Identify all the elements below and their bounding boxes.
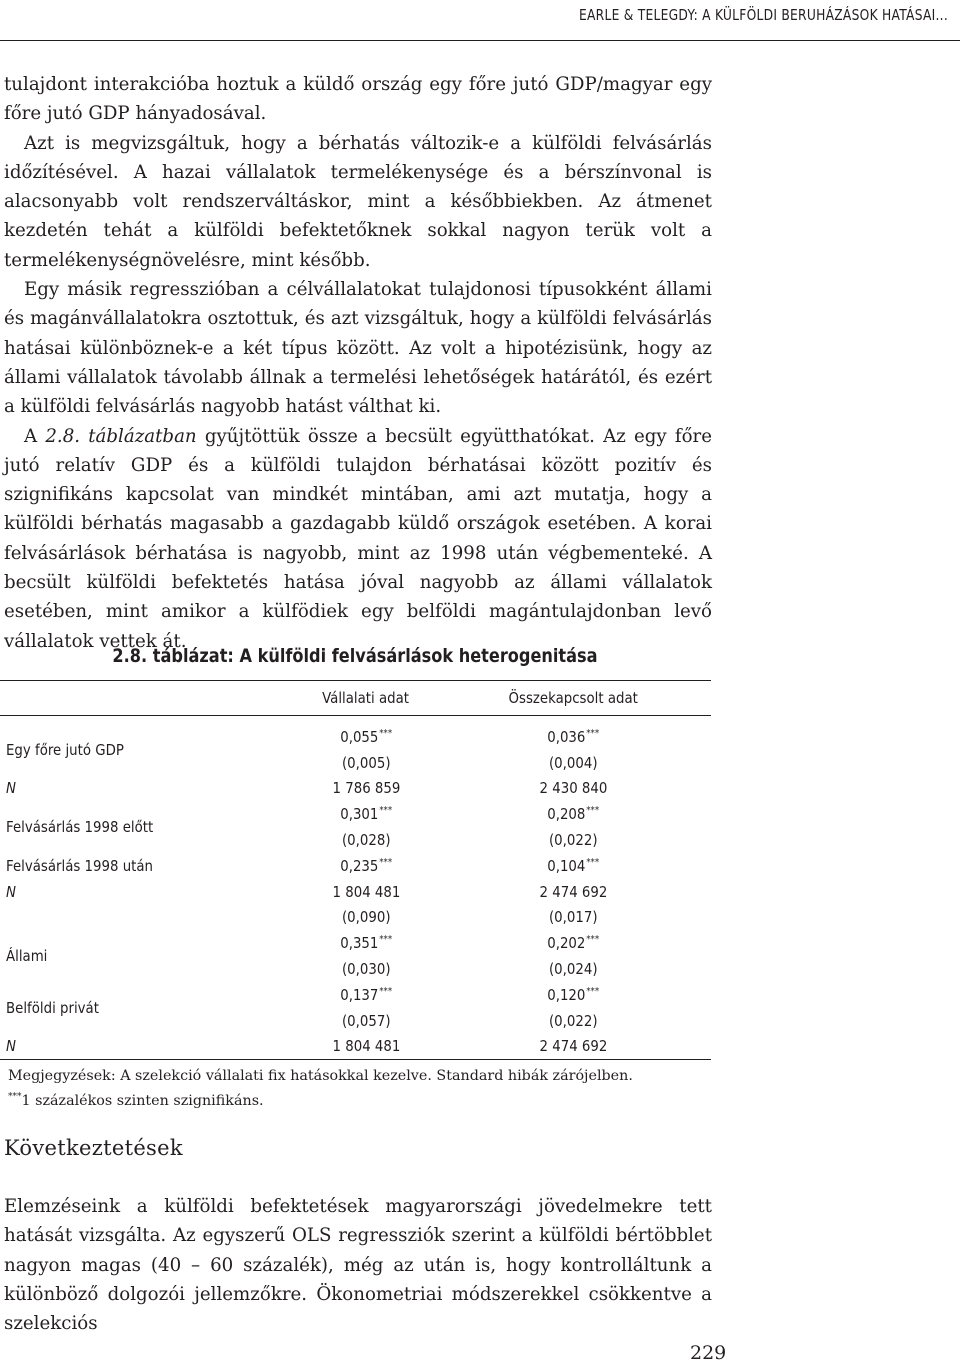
signif-stars: *** bbox=[379, 727, 392, 739]
signif-stars: *** bbox=[379, 985, 392, 997]
body-text-bottom bbox=[4, 1192, 712, 1338]
notes-line-2: ***1 százalékos szinten szignifikáns. bbox=[8, 1092, 264, 1109]
obs-count: 2 474 692 bbox=[539, 1037, 608, 1056]
notes-stars: *** bbox=[8, 1092, 22, 1102]
paragraph-4-text: gyűjtöttük össze a becsült együtthatókat. Az egy főre jutó relatív GDP és a külföldi tulajdon bérhatásai között pozitív és szignifikáns kapcsolat van mindkét mintában, ami azt mutatja, hogy a külföldi bérhatás magasabb a gazdagabb küldő országok esetében. A korai felvásárlások bérhatása is nagyobb, mint az 1998 után végbementeké. A becsült külföldi befektetés hatása jóval nagyobb az állami vállalatok esetében, mint amikor a külfödiek egy belföldi magántulajdonban levő vállalatok vettek át. bbox=[4, 425, 712, 652]
row-label: N bbox=[6, 1037, 16, 1056]
running-header: EARLE & TELEGDY: A KÜLFÖLDI BERUHÁZÁSOK HATÁSAI... bbox=[579, 6, 948, 24]
std-error: (0,022) bbox=[549, 831, 598, 850]
table-row bbox=[0, 776, 711, 802]
results-table bbox=[0, 680, 711, 1060]
row-label: Belföldi privát bbox=[6, 998, 99, 1017]
table-header-row bbox=[0, 681, 711, 716]
paragraph-2: Azt is megvizsgáltuk, hogy a bérhatás változik-e a külföldi felvásárlás időzítésével. A hazai vállalatok termelékenysége és a bérszínvonal is alacsonyabb volt rendszerváltáskor, mint a későbbiekben. Az átmenet kezdetén tehát a külföldi befektetőknek sokkal nagyon terük volt a termelékenységnövelésre, mint később. bbox=[4, 132, 712, 271]
std-error: (0,030) bbox=[341, 960, 391, 979]
paragraph-4-prefix: A bbox=[24, 425, 46, 447]
table-row bbox=[0, 724, 711, 750]
row-label: Egy főre jutó GDP bbox=[6, 740, 124, 759]
page-number: 229 bbox=[690, 1342, 727, 1364]
signif-stars: *** bbox=[379, 856, 392, 868]
std-error: (0,005) bbox=[341, 753, 391, 772]
table-row bbox=[0, 879, 711, 905]
table-reference: 2.8. táblázatban bbox=[45, 425, 197, 447]
row-label: Állami bbox=[6, 947, 48, 966]
paragraph-4 bbox=[4, 422, 712, 656]
body-text-top bbox=[4, 70, 712, 656]
table-row bbox=[0, 905, 711, 931]
row-label bbox=[0, 905, 296, 931]
std-error: (0,057) bbox=[341, 1011, 391, 1030]
coef: 0,202 bbox=[547, 934, 586, 953]
signif-stars: *** bbox=[379, 805, 392, 817]
table-caption: 2.8. táblázat: A külföldi felvásárlások heterogenitása bbox=[112, 645, 598, 667]
signif-stars: *** bbox=[586, 727, 600, 739]
std-error: (0,028) bbox=[341, 831, 391, 850]
conclusion-paragraph: Elemzéseink a külföldi befektetések magyarországi jövedelmekre tett hatását vizsgálta. Az egyszerű OLS regressziók szerint a külföldi bértöbblet nagyon magas (40 – 60 százalék), még az után is, hogy kontrolláltunk a különböző dolgozói jellemzőkre. Ökonometriai módszerekkel csökkentve a szelekciós bbox=[4, 1196, 712, 1335]
coef: 0,036 bbox=[547, 727, 586, 746]
obs-count: 2 430 840 bbox=[539, 779, 608, 798]
std-error: (0,022) bbox=[549, 1011, 598, 1030]
std-error: (0,017) bbox=[549, 908, 598, 927]
section-heading: Következtetések bbox=[4, 1136, 183, 1160]
signif-stars: *** bbox=[586, 805, 600, 817]
coef: 0,351 bbox=[340, 934, 379, 953]
coef: 0,301 bbox=[340, 805, 379, 824]
table-row bbox=[0, 982, 711, 1008]
row-label: Felvásárlás 1998 előtt bbox=[6, 818, 154, 837]
std-error: (0,090) bbox=[341, 908, 391, 927]
paragraph-3: Egy másik regresszióban a célvállalatokat tulajdonosi típusokként állami és magánvállalatokra osztottuk, és azt vizsgáltuk, hogy a külföldi felvásárlás hatásai különböznek-e a két típus között. Az volt a hipotézisünk, hogy az állami vállalatok távolabb állnak a termelési lehetőségek határától, és ezért a külföldi felvásárlás nagyobb hatást válthat ki. bbox=[4, 279, 712, 418]
coef: 0,235 bbox=[340, 856, 379, 875]
table-row bbox=[0, 1034, 711, 1060]
signif-stars: *** bbox=[586, 985, 600, 997]
obs-count: 1 804 481 bbox=[332, 1037, 400, 1056]
coef: 0,055 bbox=[340, 727, 379, 746]
std-error: (0,004) bbox=[549, 753, 598, 772]
header-empty bbox=[0, 681, 296, 716]
coef: 0,120 bbox=[547, 985, 586, 1004]
notes-line-1: Megjegyzések: A szelekció vállalati fix hatásokkal kezelve. Standard hibák zárójelben. bbox=[8, 1068, 633, 1084]
table-row bbox=[0, 853, 711, 879]
obs-count: 1 804 481 bbox=[332, 882, 400, 901]
signif-stars: *** bbox=[586, 856, 600, 868]
signif-stars: *** bbox=[586, 934, 600, 946]
row-label: Felvásárlás 1998 után bbox=[6, 856, 154, 875]
col-header-linked: Összekapcsolt adat bbox=[508, 689, 639, 707]
coef: 0,104 bbox=[547, 856, 586, 875]
coef: 0,137 bbox=[340, 985, 379, 1004]
obs-count: 1 786 859 bbox=[332, 779, 400, 798]
signif-stars: *** bbox=[379, 934, 392, 946]
std-error: (0,024) bbox=[549, 960, 598, 979]
table-row bbox=[0, 930, 711, 956]
table-notes bbox=[8, 1066, 718, 1112]
coef: 0,208 bbox=[547, 805, 586, 824]
header-rule bbox=[0, 40, 960, 41]
obs-count: 2 474 692 bbox=[539, 882, 608, 901]
col-header-firm: Vállalati adat bbox=[322, 689, 410, 707]
row-label: N bbox=[6, 882, 16, 901]
table-row bbox=[0, 801, 711, 827]
paragraph-1: tulajdont interakcióba hoztuk a küldő ország egy főre jutó GDP/magyar egy főre jutó GDP hányadosával. bbox=[4, 74, 712, 125]
row-label: N bbox=[6, 779, 16, 798]
